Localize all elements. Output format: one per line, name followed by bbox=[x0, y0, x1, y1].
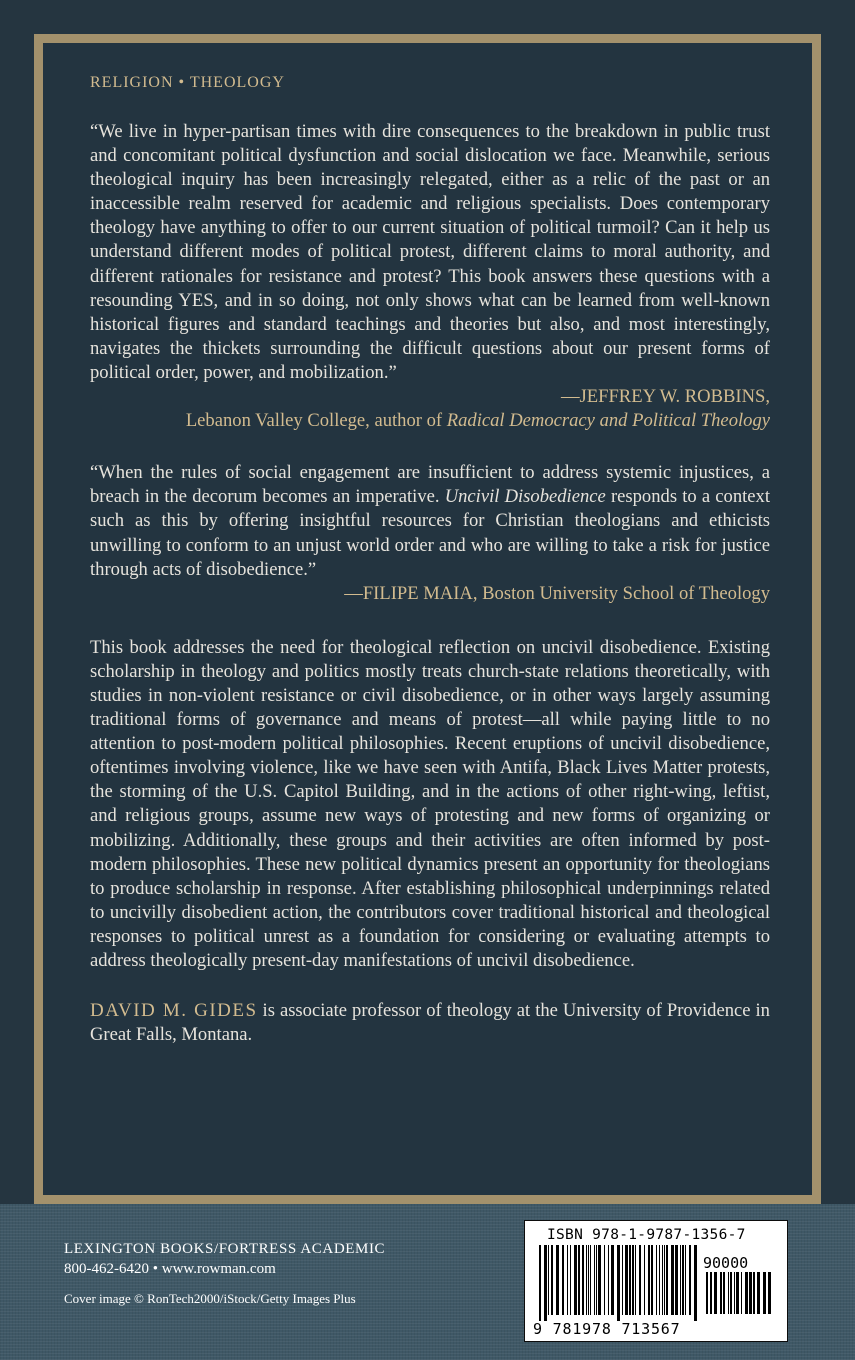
barcode-bar bbox=[604, 1245, 605, 1315]
barcode-bar bbox=[629, 1245, 631, 1315]
barcode-bar bbox=[617, 1245, 620, 1321]
author-bio-text: is associate professor of theology at the University of Providence in Great Falls, Montana. bbox=[90, 1000, 770, 1046]
barcode-bar bbox=[639, 1245, 641, 1315]
author-bio bbox=[90, 999, 770, 1047]
endorsement-2-text bbox=[90, 461, 770, 581]
barcode-bar bbox=[714, 1272, 717, 1314]
ean-digits: 9 781978 713567 bbox=[533, 1320, 681, 1338]
barcode-bar bbox=[590, 1245, 591, 1315]
barcode-bar bbox=[539, 1245, 541, 1321]
barcode-bar bbox=[644, 1245, 645, 1315]
endorsement-1-book-title: Radical Democracy and Political Theology bbox=[446, 410, 770, 432]
barcode-bar bbox=[734, 1272, 735, 1314]
barcode-bar bbox=[666, 1245, 668, 1315]
barcode-bar bbox=[656, 1245, 657, 1315]
barcode-bar bbox=[551, 1245, 553, 1315]
barcode-bar bbox=[578, 1245, 580, 1315]
endorsement-2-text-before: “When the rules of social engagement are insufficient to address systemic injustices, a breach in the decorum becomes an imperative. bbox=[90, 462, 770, 508]
endorsement-1-text: “We live in hyper-partisan times with dire consequences to the breakdown in public trust and concomitant political dysfunction and social dislocation we face. Meanwhile, serious theological inquiry has been increasingly relegated, either as a relic of the past or an inaccessible realm reserved for academic and religious specialists. Does contemporary theology have anything to offer to our current situation of political turmoil? Can it help us understand different modes of political protest, different claims to moral authority, and different rationales for resistance and protest? This book answers these questions with a resounding YES, and in so doing, not only shows what can be learned from well-known historical figures and standard teachings and theories but also, and most interestingly, navigates the thickets surrounding the difficult questions about our present forms of political order, power, and mobilization.” bbox=[90, 121, 770, 383]
barcode-bar bbox=[598, 1245, 601, 1315]
barcode-bar bbox=[741, 1272, 742, 1314]
barcode-bar bbox=[720, 1272, 722, 1314]
isbn-label: ISBN 978-1-9787-1356-7 bbox=[547, 1227, 746, 1243]
barcode-bar bbox=[588, 1245, 589, 1315]
barcode-bar bbox=[706, 1272, 708, 1314]
barcode-bar bbox=[675, 1245, 678, 1315]
barcode-bar bbox=[736, 1272, 739, 1314]
back-cover-content bbox=[90, 74, 770, 1047]
barcode-bar bbox=[567, 1245, 568, 1315]
publisher-contact: 800-462-6420 • www.rowman.com bbox=[64, 1261, 276, 1277]
barcode-bar bbox=[594, 1245, 595, 1315]
barcode-bar bbox=[664, 1245, 665, 1315]
barcode-bar bbox=[570, 1245, 571, 1315]
barcode-bar bbox=[723, 1272, 725, 1314]
barcode-bar bbox=[757, 1272, 760, 1314]
barcode-bar bbox=[763, 1272, 766, 1314]
isbn-barcode bbox=[524, 1220, 788, 1342]
barcode-bar bbox=[651, 1245, 653, 1315]
barcode-bar bbox=[648, 1245, 650, 1315]
barcode-bar bbox=[622, 1245, 623, 1315]
endorsement-2-book-title: Uncivil Disobedience bbox=[444, 486, 606, 508]
endorsement-2-text-after: responds to a context such as this by offering insightful resources for Christian theologians and ethicists unwilling to conform to an unjust world order and who are willing to take a risk for justice through acts of disobedience.” bbox=[90, 486, 770, 580]
endorsement-1 bbox=[90, 120, 770, 433]
barcode-bar bbox=[611, 1245, 614, 1315]
barcode-bar bbox=[544, 1245, 547, 1321]
barcode-bar bbox=[662, 1245, 663, 1315]
barcode-bar bbox=[680, 1245, 681, 1315]
barcode-bar bbox=[730, 1272, 732, 1314]
barcode-bar bbox=[574, 1245, 577, 1315]
endorsement-2 bbox=[90, 461, 770, 606]
barcode-bar bbox=[710, 1272, 712, 1314]
barcode-bar bbox=[745, 1272, 748, 1314]
cover-image-credit: Cover image © RonTech2000/iStock/Getty Images Plus bbox=[64, 1291, 356, 1306]
barcode-bar bbox=[685, 1245, 686, 1315]
barcode-bar bbox=[659, 1245, 660, 1315]
price-code: 90000 bbox=[703, 1254, 749, 1272]
barcode-bar bbox=[608, 1245, 609, 1315]
barcode-bar bbox=[596, 1245, 597, 1315]
addon-barcode-bars bbox=[706, 1272, 772, 1320]
barcode-bar bbox=[635, 1245, 636, 1315]
barcode-bar bbox=[682, 1245, 684, 1315]
endorsement-1-affiliation bbox=[90, 409, 770, 433]
barcode-bar bbox=[625, 1245, 628, 1315]
barcode-bar bbox=[749, 1272, 752, 1314]
barcode-bar bbox=[548, 1245, 549, 1315]
publisher-name: LEXINGTON BOOKS/FORTRESS ACADEMIC bbox=[64, 1241, 386, 1257]
barcode-bar bbox=[753, 1272, 755, 1314]
barcode-bar bbox=[768, 1272, 771, 1314]
barcode-bar bbox=[694, 1245, 697, 1321]
barcode-bar bbox=[586, 1245, 587, 1315]
endorsement-2-attribution: —FILIPE MAIA, Boston University School of Theology bbox=[344, 582, 770, 604]
barcode-bar bbox=[671, 1245, 674, 1315]
book-description: This book addresses the need for theological reflection on uncivil disobedience. Existing scholarship in theology and politics mostly treats church-state relations theoretically, with studies in non-violent resistance or civil disobedience, or in other ways largely assuming traditional forms of governance and means of protest—all while paying little to no attention to post-modern political philosophies. Recent eruptions of uncivil disobedience, oftentimes involving violence, like we have seen with Antifa, Black Lives Matter protests, the storming of the U.S. Capitol Building, and in the actions of other right-wing, leftist, and religious groups, assume new ways of protesting and new forms of organizing or mobilizing. Additionally, these groups and their activities are often informed by post-modern philosophies. These new political dynamics present an opportunity for theologians to produce scholarship in response. After establishing philosophical underpinnings related to uncivilly disobedient action, the contributors cover traditional historical and theological responses to political unrest as a foundation for considering or evaluating attempts to address theologically present-day manifestations of uncivil disobedience. bbox=[90, 636, 770, 971]
barcode-bar bbox=[562, 1245, 564, 1315]
barcode-bar bbox=[728, 1272, 729, 1314]
barcode-bar bbox=[556, 1245, 559, 1315]
endorsement-1-name: —JEFFREY W. ROBBINS, bbox=[560, 386, 770, 408]
barcode-bar bbox=[632, 1245, 634, 1315]
endorsement-1-affil-text: Lebanon Valley College, author of bbox=[185, 410, 443, 432]
publisher-info bbox=[64, 1239, 385, 1279]
barcode-bar bbox=[582, 1245, 584, 1315]
ean-barcode-bars bbox=[539, 1245, 699, 1321]
author-name: DAVID M. GIDES bbox=[90, 1000, 258, 1022]
category-label: RELIGION • THEOLOGY bbox=[90, 74, 285, 91]
barcode-bar bbox=[689, 1245, 691, 1315]
